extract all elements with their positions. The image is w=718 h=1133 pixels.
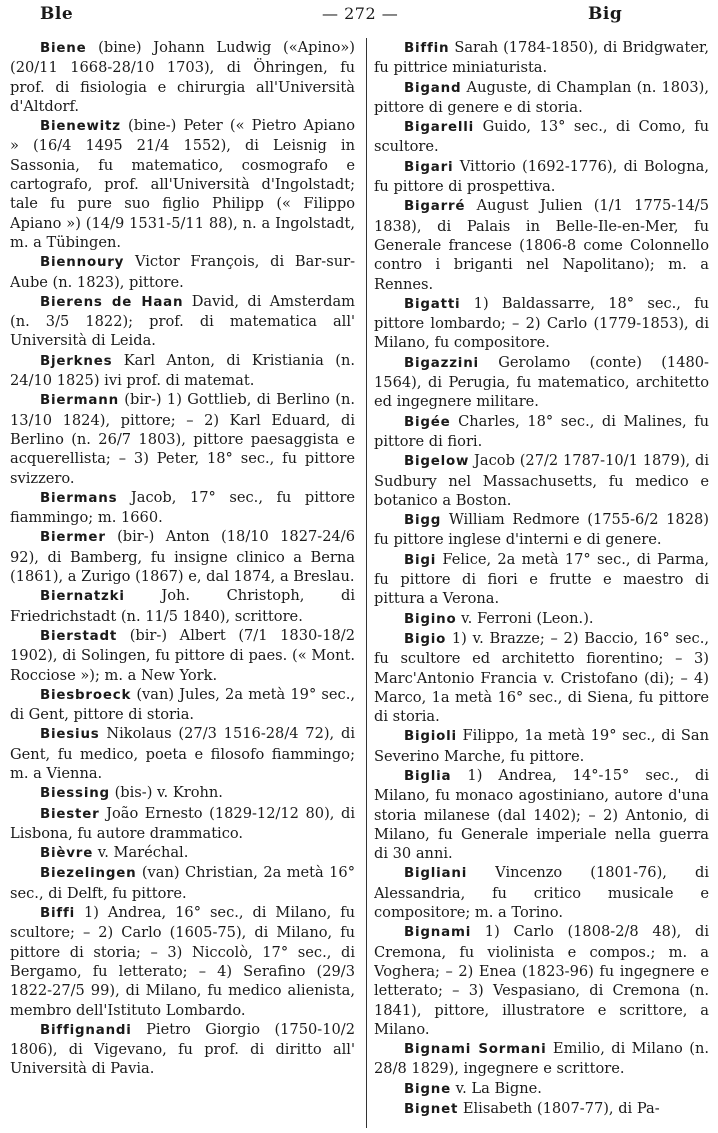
- entry-text: Emilio, di Milano (n. 28/8 1829), ingegnere e scrittore.: [374, 1040, 709, 1078]
- dictionary-entry: [374, 412, 709, 452]
- entry-text: (bine-) Peter (« Pietro Apiano » (16/4 1495 21/4 1552), di Leisnig in Sassonia, fu matematico, cosmografo e cartografo, prof. all'Università d'Ingolstadt; tale fu pure suo figlio Philipp (« Filippo Apiano ») (14/9 1531-5/11 88), n. a Ingolstadt, m. a Tübingen.: [10, 117, 355, 251]
- entry-text: David, di Amsterdam (n. 3/5 1822); prof. di matematica all' Università di Leida.: [10, 292, 355, 350]
- dictionary-entry: [10, 390, 355, 487]
- entry-headword: Bienewitz: [40, 119, 121, 135]
- entry-text: 1) Andrea, 16° sec., di Milano, fu scultore; – 2) Carlo (1605-75), di Milano, fu pittore di storia; – 3) Niccolò, 17° sec., di Bergamo, fu letterato; – 4) Serafino (29/3 1822-27/5 99), di Milano, fu medico alienista, membro dell'Istituto Lombardo.: [10, 904, 355, 1019]
- dictionary-entry: [374, 1099, 709, 1119]
- entry-headword: Biermans: [40, 490, 118, 506]
- entry-text: 1) v. Brazze; – 2) Baccio, 16° sec., fu scultore ed architetto fiorentino; – 3) Marc'Antonio Francia v. Cristofano (di); – 4) Marco, 1a metà 16° sec., di Siena, fu pittore di storia.: [374, 629, 709, 726]
- dictionary-entry: [374, 863, 709, 922]
- entry-headword: Biennoury: [40, 255, 125, 271]
- entry-text: Gerolamo (conte) (1480-1564), di Perugia, fu matematico, architetto ed ingegnere militare.: [374, 353, 709, 411]
- dictionary-entry: [374, 294, 709, 353]
- column-divider: [366, 38, 367, 1128]
- dictionary-entry: [374, 1079, 709, 1099]
- entry-text: 1) Carlo (1808-2/8 48), di Cremona, fu violinista e compos.; m. a Voghera; – 2) Enea (1823-96) fu ingegnere e letterato; – 3) Vespasiano, di Cremona (n. 1841), pittore, illustratore e scrittore, a Milano.: [374, 923, 709, 1038]
- dictionary-entry: [374, 196, 709, 293]
- dictionary-entry: [374, 629, 709, 726]
- dictionary-entry: [10, 903, 355, 1020]
- left-column: [10, 38, 355, 1130]
- entry-text: Felice, 2a metà 17° sec., di Parma, fu pittore di fiori e frutte e maestro di pittura a Verona.: [374, 550, 709, 608]
- header-left-guideword: Ble: [40, 4, 74, 24]
- entry-text: Elisabeth (1807-77), di Pa-: [458, 1100, 660, 1118]
- entry-text: (bir-) Albert (7/1 1830-18/2 1902), di Solingen, fu pittore di paes. (« Mont. Rocciose »); m. a New York.: [10, 626, 355, 684]
- dictionary-entry: [374, 766, 709, 863]
- entry-headword: Biene: [40, 41, 87, 56]
- dictionary-entry: [374, 353, 709, 412]
- entry-text: Pietro Giorgio (1750-10/2 1806), di Vigevano, fu prof. di diritto all' Università di Pavia.: [10, 1020, 355, 1078]
- dictionary-entry: [10, 252, 355, 292]
- entry-headword: Bigio: [404, 631, 447, 647]
- entry-text: Karl Anton, di Kristiania (n. 24/10 1825) ivi prof. di matemat.: [10, 351, 355, 390]
- entry-text: August Julien (1/1 1775-14/5 1838), di Palais in Belle-Ile-en-Mer, fu Generale francese (1806-8 come Colonnello contro i briganti nel Napolitano); m. a Rennes.: [374, 197, 709, 293]
- entry-text: (van) Jules, 2a metà 19° sec., di Gent, pittore di storia.: [10, 685, 355, 724]
- entry-headword: Bigarré: [404, 199, 466, 215]
- dictionary-entry: [10, 685, 355, 725]
- entry-headword: Biglia: [404, 768, 452, 784]
- entry-headword: Bierstadt: [40, 628, 118, 644]
- entry-headword: Biernatzki: [40, 589, 125, 605]
- entry-text: Vittorio (1692-1776), di Bologna, fu pittore di prospettiva.: [374, 157, 709, 196]
- entry-headword: Biffin: [404, 41, 450, 56]
- entry-text: Guido, 13° sec., di Como, fu scultore.: [374, 118, 709, 156]
- entry-text: Auguste, di Champlan (n. 1803), pittore di genere e di storia.: [374, 78, 709, 116]
- entry-headword: Biester: [40, 806, 100, 822]
- dictionary-entry: [10, 626, 355, 685]
- dictionary-entry: [374, 922, 709, 1039]
- entry-text: Vincenzo (1801-76), di Alessandria, fu critico musicale e compositore; m. a Torino.: [374, 864, 709, 922]
- entry-text: 1) Andrea, 14°-15° sec., di Milano, fu monaco agostiniano, autore d'una storia milanese (dal 1402); – 2) Antonio, di Milano, fu Generale imperiale nella guerra di 30 anni.: [374, 766, 709, 863]
- entry-headword: Bigino: [404, 611, 457, 627]
- entry-headword: Bigand: [404, 80, 462, 96]
- dictionary-entry: [374, 609, 709, 629]
- entry-text: v. La Bigne.: [451, 1079, 542, 1097]
- dictionary-entry: [10, 116, 355, 252]
- dictionary-entry: [374, 78, 709, 118]
- dictionary-entry: [10, 38, 355, 116]
- entry-headword: Bignami: [404, 925, 472, 941]
- dictionary-entry: [10, 843, 355, 863]
- entry-headword: Bigg: [404, 513, 442, 529]
- entry-headword: Bigarelli: [404, 120, 475, 136]
- dictionary-entry: [374, 157, 709, 197]
- entry-text: William Redmore (1755-6/2 1828) fu pittore inglese d'interni e di genere.: [374, 511, 709, 549]
- entry-headword: Bigazzini: [404, 355, 479, 371]
- entry-text: Filippo, 1a metà 19° sec., di San Severino Marche, fu pittore.: [374, 727, 709, 765]
- right-column: [374, 38, 709, 1130]
- dictionary-entry: [374, 550, 709, 609]
- dictionary-entry: [374, 117, 709, 157]
- entry-headword: Bigliani: [404, 866, 468, 882]
- dictionary-entry: [10, 351, 355, 391]
- entry-headword: Bigée: [404, 414, 451, 430]
- entry-text: (bis-) v. Krohn.: [109, 784, 223, 802]
- entry-text: Joh. Christoph, di Friedrichstadt (n. 11/5 1840), scrittore.: [10, 587, 355, 625]
- entry-headword: Bigne: [404, 1081, 451, 1097]
- entry-text: Jacob, 17° sec., fu pittore fiammingo; m. 1660.: [10, 488, 355, 527]
- entry-headword: Bignami Sormani: [404, 1042, 547, 1058]
- dictionary-entry: [374, 1039, 709, 1079]
- dictionary-entry: [10, 724, 355, 783]
- entry-headword: Bignet: [404, 1102, 459, 1118]
- entry-headword: Bierens de Haan: [40, 294, 184, 310]
- entry-headword: Bigelow: [404, 454, 470, 470]
- entry-text: (bir-) 1) Gottlieb, di Berlino (n. 13/10 1824), pittore; – 2) Karl Eduard, di Berlino (n. 26/7 1803), pittore paesaggista e acquerellista; – 3) Peter, 18° sec., fu pittore svizzero.: [10, 391, 355, 487]
- dictionary-entry: [374, 726, 709, 766]
- entry-headword: Bigioli: [404, 729, 457, 745]
- page-number: — 272 —: [322, 4, 399, 23]
- entry-text: Sarah (1784-1850), di Bridgwater, fu pittrice miniaturista.: [374, 39, 709, 77]
- dictionary-entry: [10, 527, 355, 586]
- entry-headword: Bigatti: [404, 296, 461, 312]
- entry-text: (bine) Johann Ludwig («Apino») (20/11 1668-28/10 1703), di Öhringen, fu prof. di fisiologia e chirurgia all'Università d'Altdorf.: [10, 39, 355, 115]
- dictionary-entry: [374, 451, 709, 510]
- entry-text: Jacob (27/2 1787-10/1 1879), di Sudbury nel Massachusetts, fu medico e botanico a Boston.: [374, 452, 709, 509]
- entry-text: (van) Christian, 2a metà 16° sec., di Delft, fu pittore.: [10, 864, 355, 902]
- dictionary-entry: [10, 586, 355, 626]
- entry-text: Charles, 18° sec., di Malines, fu pittore di fiori.: [374, 412, 709, 450]
- dictionary-entry: [10, 292, 355, 351]
- entry-headword: Biesbroeck: [40, 687, 132, 703]
- entry-headword: Biesius: [40, 727, 100, 743]
- entry-text: João Ernesto (1829-12/12 80), di Lisbona, fu autore drammatico.: [10, 804, 355, 842]
- dictionary-entry: [10, 863, 355, 903]
- entry-text: v. Ferroni (Leon.).: [456, 609, 594, 627]
- entry-headword: Biessing: [40, 786, 110, 802]
- entry-headword: Biezelingen: [40, 866, 137, 882]
- entry-headword: Biermer: [40, 530, 106, 546]
- entry-headword: Bigi: [404, 552, 437, 568]
- entry-text: v. Maréchal.: [93, 844, 189, 862]
- header-right-guideword: Big: [588, 4, 623, 24]
- entry-headword: Biffi: [40, 906, 76, 922]
- entry-text: 1) Baldassarre, 18° sec., fu pittore lombardo; – 2) Carlo (1779-1853), di Milano, fu compositore.: [374, 294, 709, 352]
- entry-text: Victor François, di Bar-sur-Aube (n. 1823), pittore.: [10, 253, 355, 291]
- entry-headword: Biffignandi: [40, 1022, 132, 1038]
- dictionary-entry: [374, 510, 709, 550]
- entry-headword: Biermann: [40, 393, 119, 409]
- entry-headword: Bigari: [404, 159, 454, 175]
- entry-headword: Bièvre: [40, 846, 94, 862]
- dictionary-entry: [10, 1020, 355, 1079]
- entry-headword: Bjerknes: [40, 353, 113, 369]
- dictionary-entry: [10, 804, 355, 844]
- entry-text: (bir-) Anton (18/10 1827-24/6 92), di Bamberg, fu insigne clinico a Berna (1861), a Zurigo (1867) e, dal 1874, a Breslau.: [10, 528, 355, 586]
- dictionary-entry: [10, 783, 355, 803]
- page-header: [0, 0, 718, 34]
- dictionary-entry: [10, 488, 355, 528]
- dictionary-entry: [374, 38, 709, 78]
- entry-text: Nikolaus (27/3 1516-28/4 72), di Gent, fu medico, poeta e filosofo fiammingo; m. a Vienna.: [10, 725, 355, 782]
